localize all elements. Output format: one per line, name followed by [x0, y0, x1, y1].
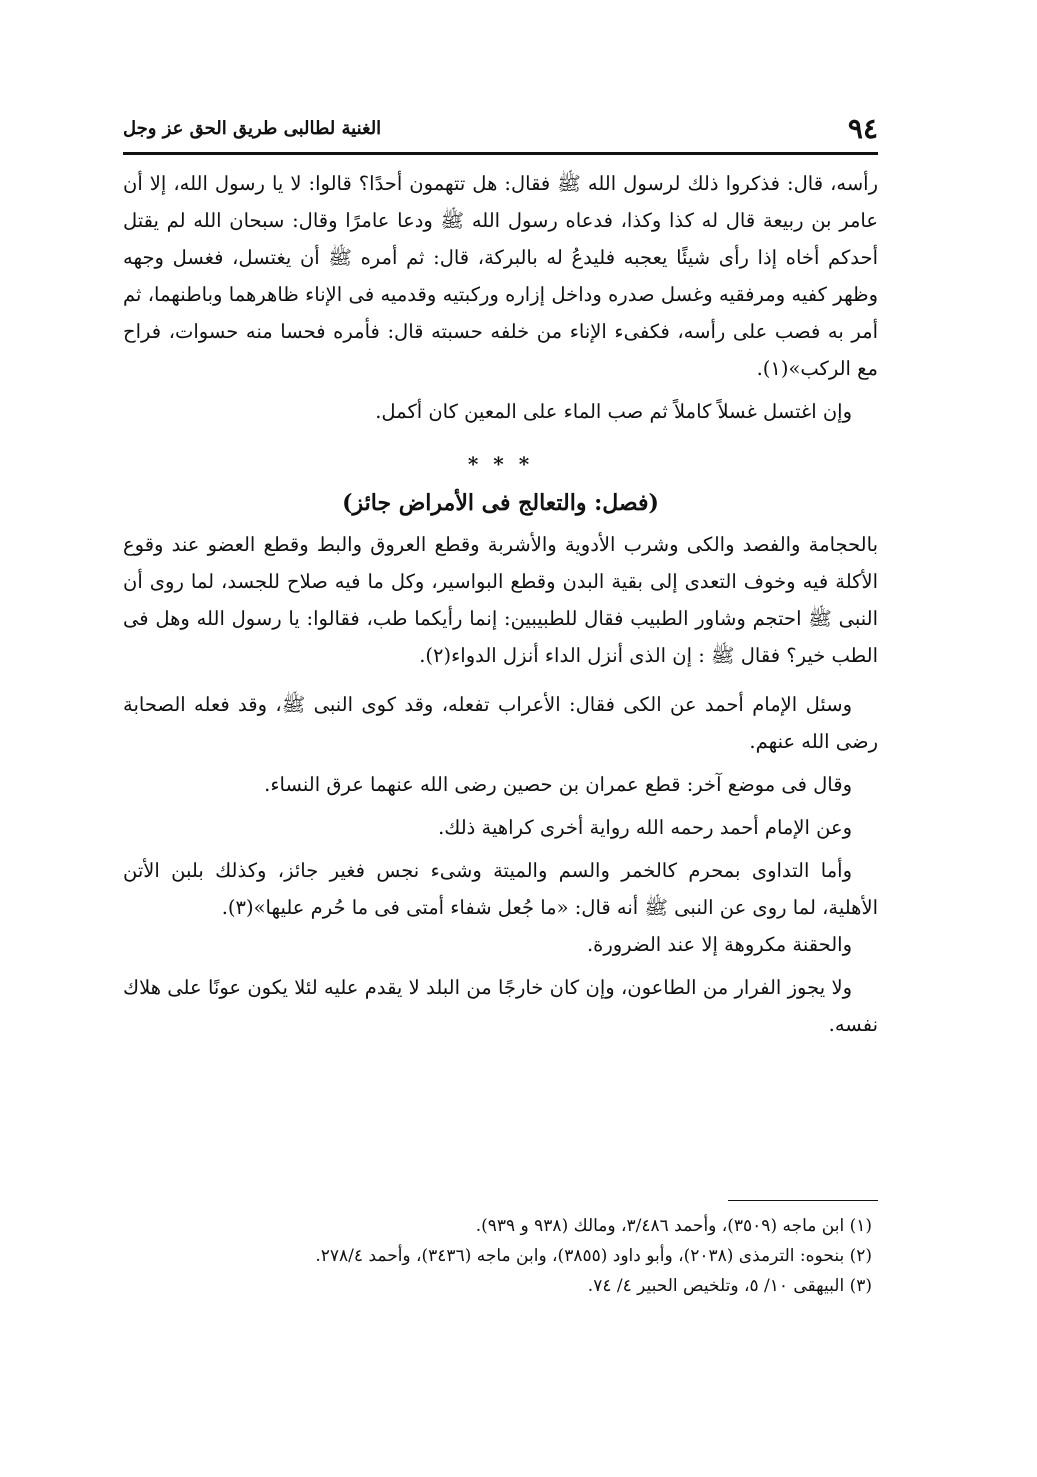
- footnote: (٣) البيهقى ١٠/ ٥، وتلخيص الحبير ٤/ ٧٤.: [587, 1276, 872, 1296]
- footnote: (٢) بنحوه: الترمذى (٢٠٣٨)، وأبو داود (٣٨٥٥)، وابن ماجه (٣٤٣٦)، وأحمد ٢٧٨/٤.: [315, 1246, 872, 1266]
- running-title: الغنية لطالبى طريق الحق عز وجل: [123, 118, 382, 139]
- page-number: ٩٤: [847, 112, 878, 145]
- paragraph: ولا يجوز الفرار من الطاعون، وإن كان خارجًا من البلد لا يقدم عليه لئلا يكون عونًا على هلاك نفسه.: [123, 976, 878, 1036]
- paragraph: بالحجامة والفصد والكى وشرب الأدوية والأشربة وقطع العروق والبط وقطع العضو عند وقوع الأكلة فيه وخوف التعدى إلى بقية البدن وقطع البواسير، وكل ما فيه صلاح للجسد، لما روى أن النبى ﷺ احتجم وشاور الطبيب فقال للطبيبين: إنما رأيكما طب، فقالوا: يا رسول الله وهل فى الطب خير؟ فقال ﷺ : إن الذى أنزل الداء أنزل الدواء(٢).: [123, 533, 878, 667]
- section-heading: (فصل: والتعالج فى الأمراض جائز): [342, 490, 659, 516]
- paragraph: وقال فى موضع آخر: قطع عمران بن حصين رضى الله عنهما عرق النساء.: [264, 773, 852, 796]
- paragraph: والحقنة مكروهة إلا عند الضرورة.: [586, 933, 852, 956]
- section-separator: * * *: [467, 452, 534, 476]
- footnote-divider: [728, 1200, 878, 1201]
- paragraph: وعن الإمام أحمد رحمه الله رواية أخرى كراهية ذلك.: [438, 816, 852, 839]
- footnotes: [123, 1200, 878, 1301]
- paragraph: وسئل الإمام أحمد عن الكى فقال: الأعراب تفعله، وقد كوى النبى ﷺ، وقد فعله الصحابة رضى الله عنهم.: [123, 693, 878, 753]
- paragraph: وأما التداوى بمحرم كالخمر والسم والميتة وشىء نجس فغير جائز، وكذلك بلبن الأتن الأهلية، لما روى عن النبى ﷺ أنه قال: «ما جُعل شفاء أمتى فى ما حُرم عليها»(٣).: [123, 859, 878, 919]
- main-text: [123, 165, 878, 1043]
- footnote: (١) ابن ماجه (٣٥٠٩)، وأحمد ٣/٤٨٦، ومالك (٩٣٨ و ٩٣٩).: [475, 1216, 872, 1236]
- paragraph: وإن اغتسل غسلاً كاملاً ثم صب الماء على المعين كان أكمل.: [375, 400, 852, 423]
- page-header: [123, 108, 878, 155]
- paragraph: رأسه، قال: فذكروا ذلك لرسول الله ﷺ فقال: هل تتهمون أحدًا؟ قالوا: لا يا رسول الله، إلا أن عامر بن ربيعة قال له كذا وكذا، فدعاه رسول الله ﷺ ودعا عامرًا وقال: سبحان الله لم يقتل أحدكم أخاه إذا رأى شيئًا يعجبه فليدعُ له بالبركة، قال: ثم أمره ﷺ أن يغتسل، فغسل وجهه وظهر كفيه ومرفقيه وغسل صدره وداخل إزاره وركبتيه وقدميه فى الإناء ظاهرهما وباطنهما، ثم أمر به فصب على رأسه، فكفىء الإناء من خلفه حسبته قال: فأمره فحسا منه حسوات، فراح مع الركب»(١).: [123, 172, 878, 380]
